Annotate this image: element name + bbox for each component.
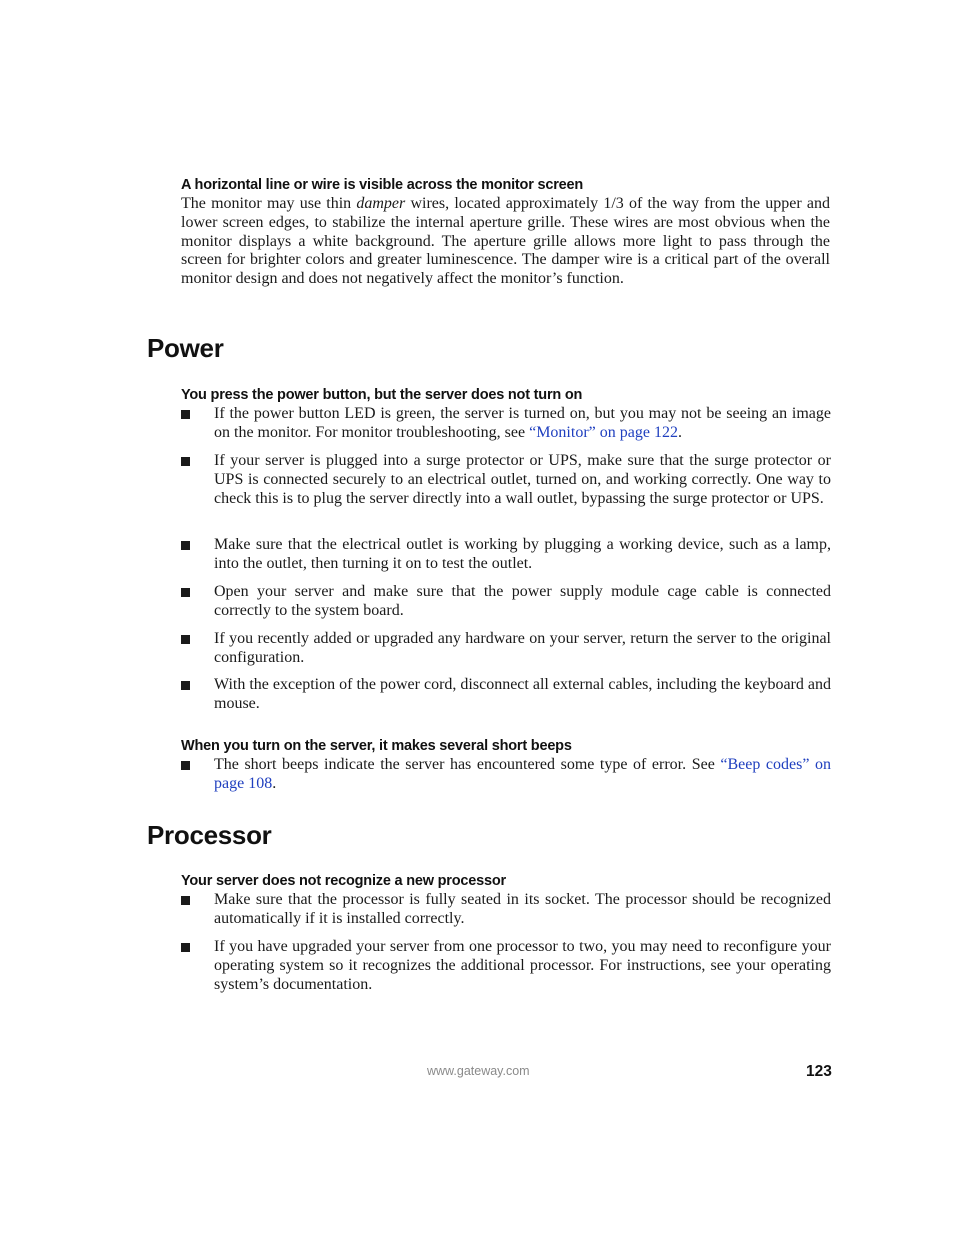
processor-heading: Processor bbox=[147, 820, 272, 850]
beeps-subheading: When you turn on the server, it makes several short beeps bbox=[181, 738, 572, 754]
damper-emphasis: damper bbox=[356, 195, 406, 212]
square-bullet-icon bbox=[181, 681, 190, 690]
page-number: 123 bbox=[806, 1063, 832, 1080]
list-item-text: With the exception of the power cord, disconnect all external cables, including the keyboard and mouse. bbox=[214, 676, 831, 712]
square-bullet-icon bbox=[181, 541, 190, 550]
monitor-wire-paragraph bbox=[181, 195, 830, 289]
square-bullet-icon bbox=[181, 896, 190, 905]
square-bullet-icon bbox=[181, 588, 190, 597]
list-item-text: If you have upgraded your server from one processor to two, you may need to reconfigure your operating system so it recognizes the additional processor. For instructions, see your operating system’s documentation. bbox=[214, 938, 831, 993]
monitor-page-link[interactable]: “Monitor” on page 122 bbox=[529, 423, 678, 441]
square-bullet-icon bbox=[181, 635, 190, 644]
list-item-text: The short beeps indicate the server has encountered some type of error. See “Beep codes” on page 108. bbox=[214, 756, 831, 792]
list-item-text: If your server is plugged into a surge protector or UPS, make sure that the surge protector or UPS is connected securely to an electrical outlet, turned on, and working correctly. One way to check this is to plug the server directly into a wall outlet, bypassing the surge protector or UPS. bbox=[214, 452, 831, 507]
list-item-text: If you recently added or upgraded any hardware on your server, return the server to the original configuration. bbox=[214, 630, 831, 666]
monitor-wire-subheading: A horizontal line or wire is visible across the monitor screen bbox=[181, 177, 584, 193]
square-bullet-icon bbox=[181, 457, 190, 466]
list-item-text: Open your server and make sure that the power supply module cage cable is connected correctly to the system board. bbox=[214, 583, 831, 619]
footer-url[interactable]: www.gateway.com bbox=[427, 1064, 530, 1078]
list-item-text: Make sure that the processor is fully seated in its socket. The processor should be recognized automatically if it is installed correctly. bbox=[214, 891, 831, 927]
square-bullet-icon bbox=[181, 761, 190, 770]
list-item-text: Make sure that the electrical outlet is working by plugging a working device, such as a lamp, into the outlet, then turning it on to test the outlet. bbox=[214, 536, 831, 572]
square-bullet-icon bbox=[181, 943, 190, 952]
square-bullet-icon bbox=[181, 410, 190, 419]
beep-codes-link[interactable]: “Beep codes” on page 108 bbox=[214, 756, 831, 792]
para-text-start: The monitor may use thin bbox=[181, 195, 357, 212]
para-text-end: wires, located approximately 1/3 of the way from the upper and lower screen edges, to stabilize the internal aperture grille. These wires are most obvious when the monitor displays a white background. The aperture grille allows more light to pass through the screen for brighter colors and greater luminescence. The damper wire is a critical part of the overall monitor design and does not negatively affect the monitor’s function. bbox=[181, 195, 830, 288]
power-button-subheading: You press the power button, but the server does not turn on bbox=[181, 387, 583, 403]
power-heading: Power bbox=[147, 333, 224, 363]
list-item-text: If the power button LED is green, the server is turned on, but you may not be seeing an image on the monitor. For monitor troubleshooting, see “Monitor” on page 122. bbox=[214, 405, 831, 441]
processor-subheading: Your server does not recognize a new processor bbox=[181, 873, 506, 889]
